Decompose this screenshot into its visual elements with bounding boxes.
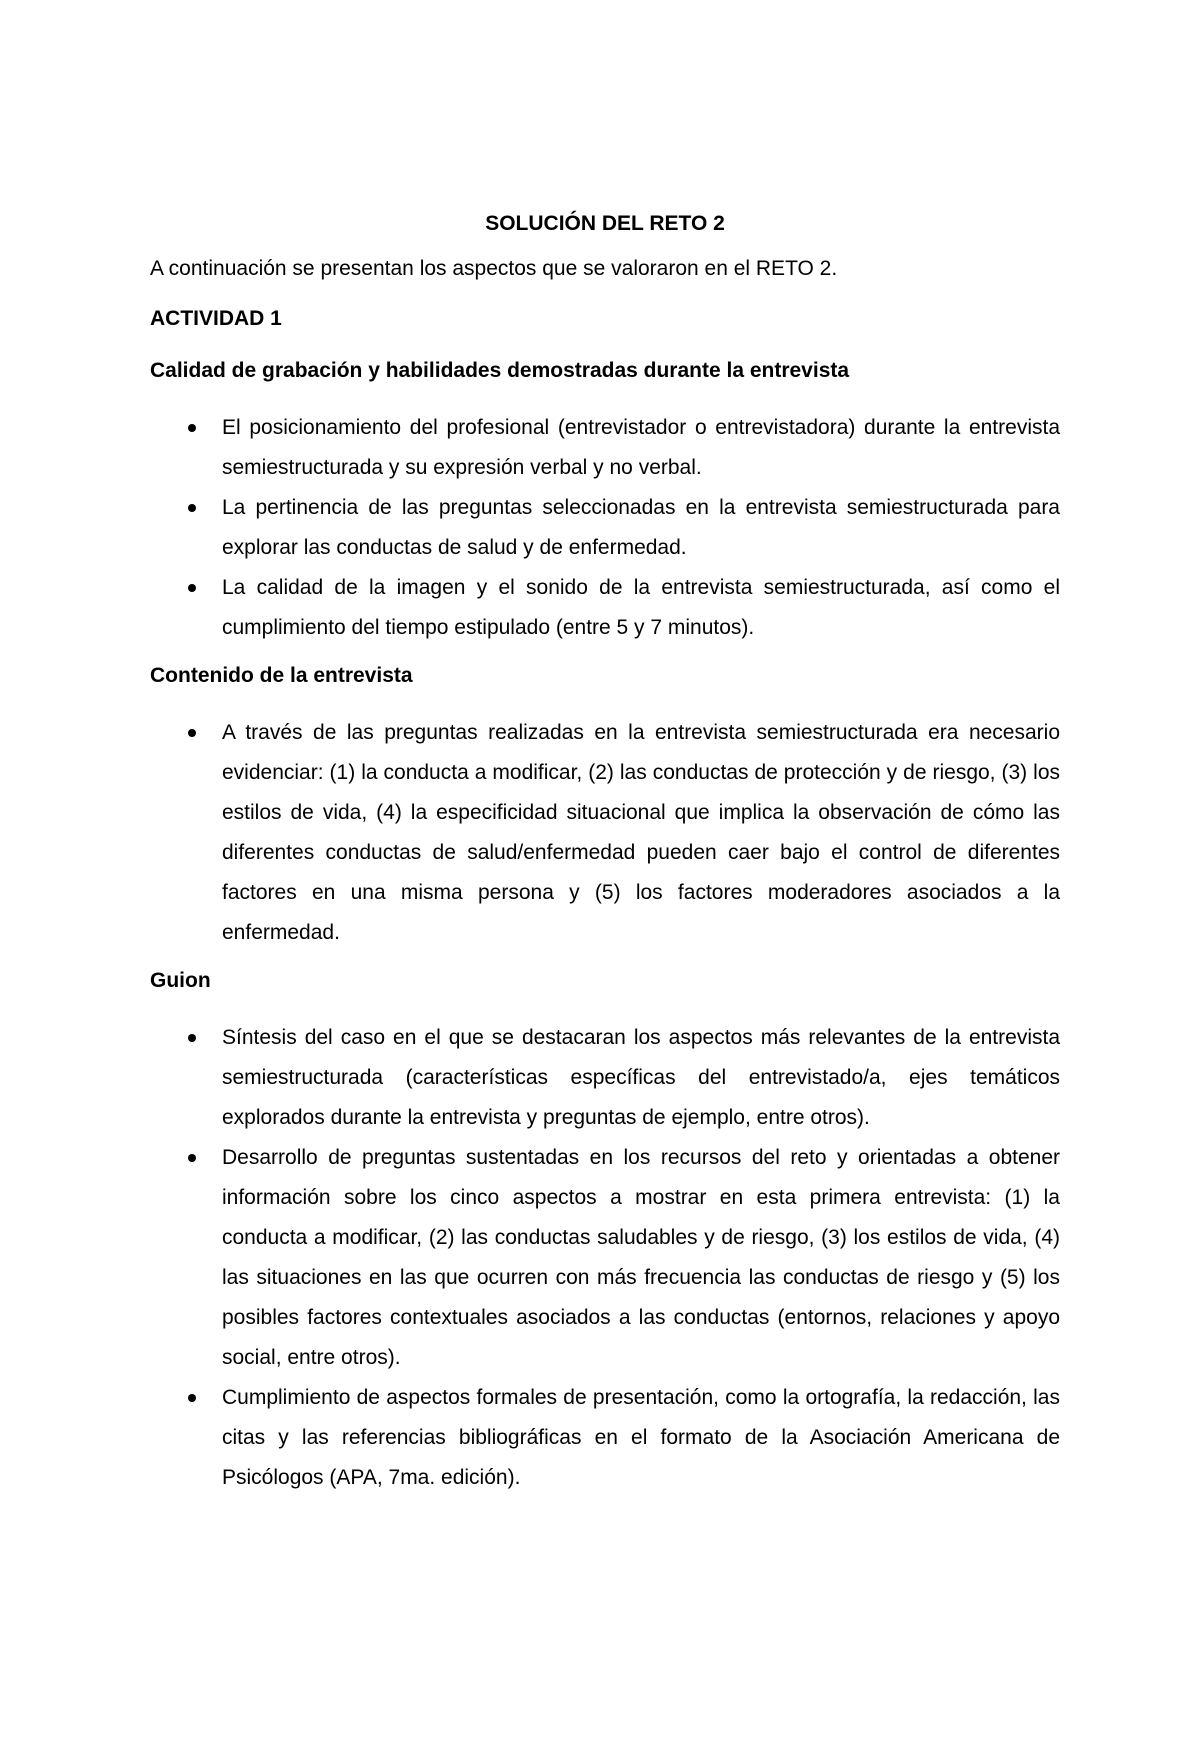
list-item <box>150 1138 1060 1378</box>
bullet-icon <box>188 1034 196 1042</box>
document-title: SOLUCIÓN DEL RETO 2 <box>485 212 725 235</box>
section-heading-guion: Guion <box>150 969 211 992</box>
bullet-list-guion <box>150 1018 1060 1498</box>
list-item <box>150 408 1060 488</box>
list-item-text: A través de las preguntas realizadas en la entrevista semiestructurada era necesario evidenciar: (1) la conducta a modificar, (2) las conductas de protección y de riesgo, (3) los estilos de vida, (4) la especificidad situacional que implica la observación de cómo las diferentes conductas de salud/enfermedad pueden caer bajo el control de diferentes factores en una misma persona y (5) los factores moderadores asociados a la enfermedad. <box>222 721 1060 944</box>
section-heading-contenido: Contenido de la entrevista <box>150 664 413 687</box>
bullet-icon <box>188 504 196 512</box>
list-item-text: La calidad de la imagen y el sonido de la entrevista semiestructurada, así como el cumplimiento del tiempo estipulado (entre 5 y 7 minutos). <box>222 576 1060 639</box>
list-item-text: Desarrollo de preguntas sustentadas en los recursos del reto y orientadas a obtener información sobre los cinco aspectos a mostrar en esta primera entrevista: (1) la conducta a modificar, (2) las conductas saludables y de riesgo, (3) los estilos de vida, (4) las situaciones en las que ocurren con más frecuencia las conductas de riesgo y (5) los posibles factores contextuales asociados a las conductas (entornos, relaciones y apoyo social, entre otros). <box>222 1146 1060 1369</box>
bullet-icon <box>188 729 196 737</box>
list-item <box>150 568 1060 648</box>
bullet-icon <box>188 1394 196 1402</box>
section-heading-calidad: Calidad de grabación y habilidades demostradas durante la entrevista <box>150 359 850 382</box>
bullet-icon <box>188 584 196 592</box>
list-item-text: Síntesis del caso en el que se destacaran los aspectos más relevantes de la entrevista semiestructurada (características específicas del entrevistado/a, ejes temáticos explorados durante la entrevista y preguntas de ejemplo, entre otros). <box>222 1026 1060 1129</box>
activity-heading: ACTIVIDAD 1 <box>150 307 282 330</box>
list-item <box>150 713 1060 953</box>
bullet-icon <box>188 424 196 432</box>
intro-paragraph: A continuación se presentan los aspectos que se valoraron en el RETO 2. <box>150 257 838 280</box>
bullet-list-calidad <box>150 408 1060 648</box>
list-item <box>150 1378 1060 1498</box>
bullet-icon <box>188 1154 196 1162</box>
list-item-text: Cumplimiento de aspectos formales de presentación, como la ortografía, la redacción, las citas y las referencias bibliográficas en el formato de la Asociación Americana de Psicólogos (APA, 7ma. edición). <box>222 1386 1060 1489</box>
list-item-text: El posicionamiento del profesional (entrevistador o entrevistadora) durante la entrevista semiestructurada y su expresión verbal y no verbal. <box>222 416 1060 479</box>
list-item-text: La pertinencia de las preguntas seleccionadas en la entrevista semiestructurada para explorar las conductas de salud y de enfermedad. <box>222 496 1060 559</box>
list-item <box>150 488 1060 568</box>
document-page <box>150 210 1060 1512</box>
list-item <box>150 1018 1060 1138</box>
bullet-list-contenido <box>150 713 1060 953</box>
